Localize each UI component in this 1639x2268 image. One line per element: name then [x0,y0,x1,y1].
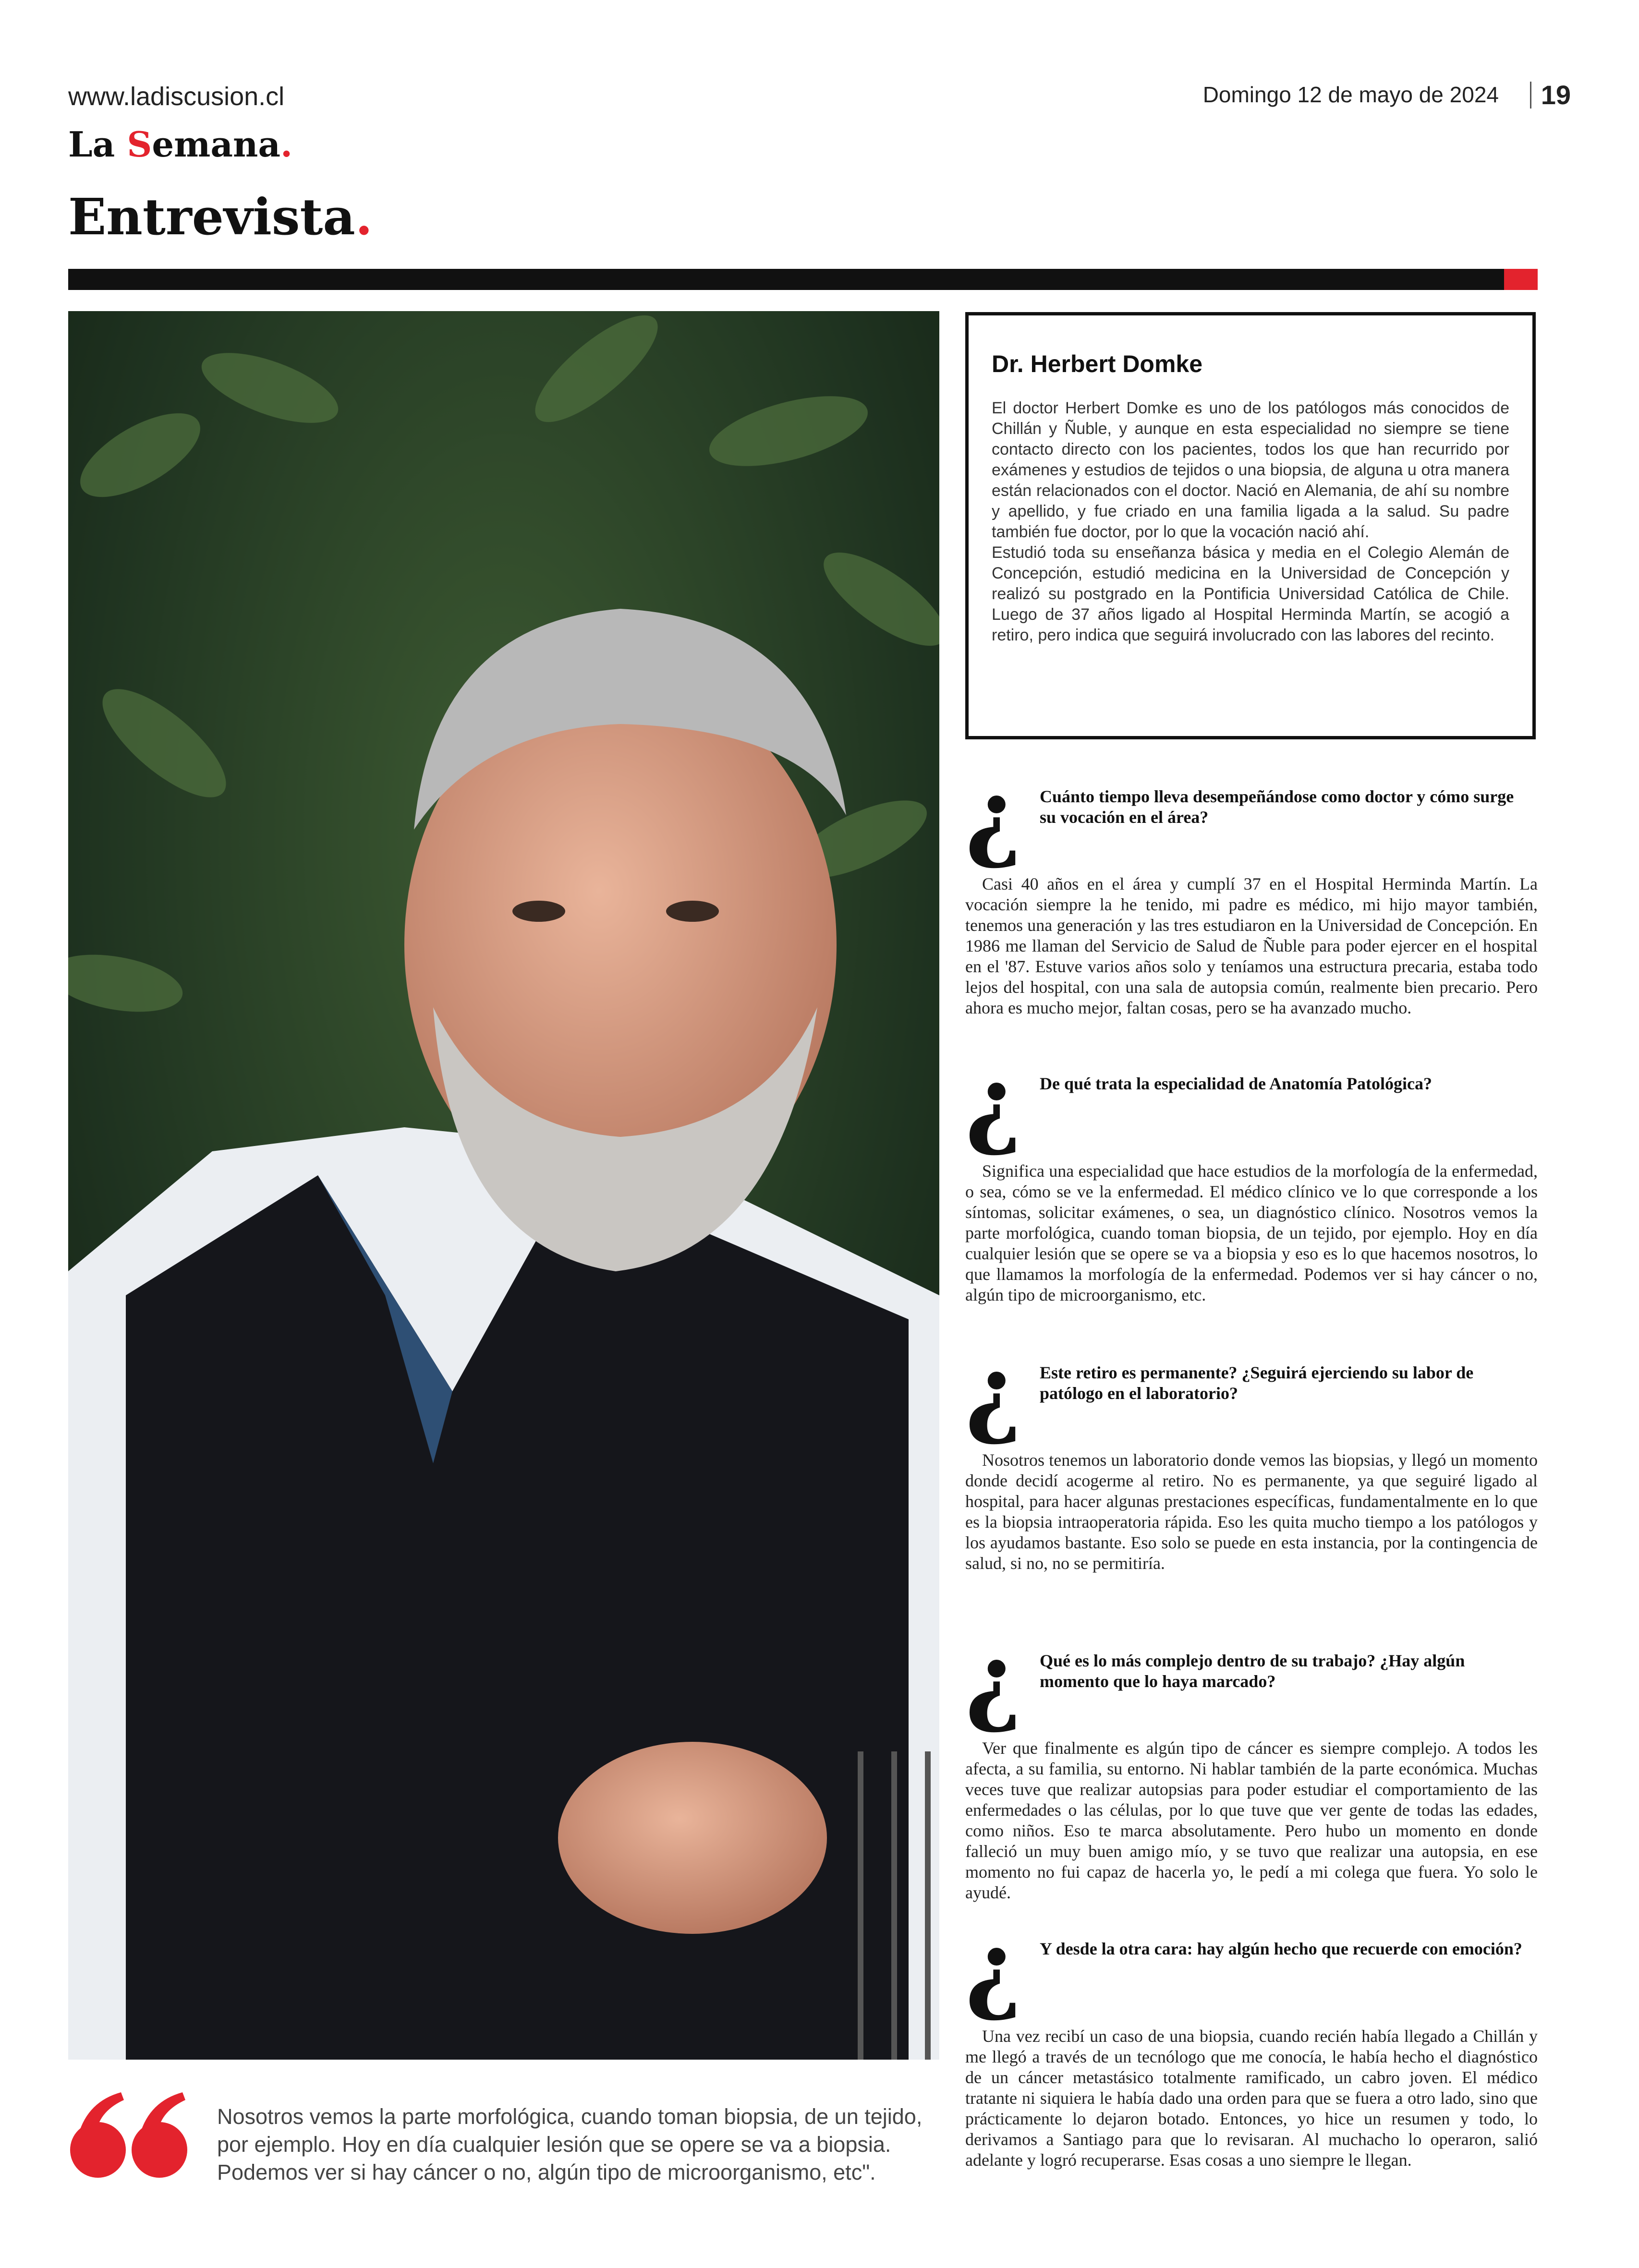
header-separator [1530,82,1531,109]
answer-text: Casi 40 años en el área y cumplí 37 en el Hospital Herminda Martín. La vocación siempre la he tenido, mi padre es médico, mi hijo mayor también, tenemos una generación y las tres estudiaron en la Universidad de Concepción. En 1986 me llaman del Servicio de Salud de Ñuble para poder ejercer en el hospital en el '87. Estuve varios años solo y teníamos una estructura precaria, estaba todo lejos del hospital, con una sala de autopsia común, realmente bien precario. Pero ahora es mucho mejor, faltan cosas, pero se ha avanzado mucho. [965,874,1538,1017]
bio-name: Dr. Herbert Domke [992,350,1203,377]
qa-block-1 [965,760,1538,1018]
inverted-question-icon: ¿ [965,1336,1022,1448]
section-title-rest: emana [152,124,280,165]
site-url[interactable]: www.ladiscusion.cl [68,82,285,111]
portrait-photo [68,311,939,2060]
page-number: 19 [1541,80,1571,110]
qa-block-4 [965,1624,1538,1903]
portrait-illustration [68,311,939,2060]
question-text: De qué trata la especialidad de Anatomía Patológica? [1040,1074,1432,1093]
section-title-start: La [68,124,127,165]
bio-text: El doctor Herbert Domke es uno de los patólogos más conocidos de Chillán y Ñuble, y aunque en esta especialidad no siempre se tiene contacto directo con los pacientes, todos los que han recurrido por exámenes y estudios de tejidos o una biopsia, de alguna u otra manera están relacionados con el doctor. Nació en Alemania, de ahí su nombre y apellido, y fue criado en una familia ligada a la salud. Su padre también fue doctor, por lo que la vocación nació ahí. [992,399,1509,541]
answer-text: Una vez recibí un caso de una biopsia, cuando recién había llegado a Chillán y me llegó a través de un tecnólogo que me conocía, le había hecho el diagnóstico de un cáncer metastásico totalmente ramificado, un cabro joven. El médico tratante ni siquiera le había dado una orden para que se fuera a otro lado, sino que prácticamente lo dejaron botado. Entonces, yo hice un resumen y todo, lo derivamos a Santiago para que lo revisaran. Al muchacho lo operaron, salió adelante y logró recuperarse. Esas cosas a uno siempre le llegan. [965,2027,1538,2170]
issue-date: Domingo 12 de mayo de 2024 [1202,82,1499,107]
answer-text: Nosotros tenemos un laboratorio donde vemos las biopsias, y llegó un momento donde decidí acogerme al retiro. No es permanente, ya que seguiré ligado al hospital, para hacer algunas prestaciones específicas, fundamentalmente en lo que es la biopsia intraoperatoria rápida. Eso les quita mucho tiempo a los patólogos y los ayudamos bastante. Eso solo se puede en esta instancia, por la contingencia de salud, si no, no se permitiría. [965,1450,1538,1573]
question-text: Y desde la otra cara: hay algún hecho que recuerde con emoción? [1040,1939,1522,1958]
category-label: Entrevista [68,187,355,246]
inverted-question-icon: ¿ [965,1912,1022,2025]
bio-box [965,312,1536,739]
question-text: Cuánto tiempo lleva desempeñándose como doctor y cómo surge su vocación en el área? [1040,787,1514,827]
qa-block-3 [965,1336,1538,1574]
question-text: Qué es lo más complejo dentro de su trabajo? ¿Hay algún momento que lo haya marcado? [1040,1651,1465,1691]
bio-text-2: Estudió toda su enseñanza básica y media en el Colegio Alemán de Concepción, estudió medicina en la Universidad de Concepción y realizó su postgrado en la Pontificia Universidad Católica de Chile. Luego de 37 años ligado al Hospital Herminda Martín, se acogió a retiro, pero indica que seguirá involucrado con las labores del recinto. [992,543,1509,644]
answer-text: Ver que finalmente es algún tipo de cáncer es siempre complejo. A todos les afecta, a su familia, su entorno. Ni hablar también de la parte económica. Muchas veces tuve que realizar autopsias para poder estudiar el comportamiento de las enfermedades o las células, por lo que tuve que ver gente de todas las edades, como niños. Eso te marca absolutamente. Pero hubo un momento en donde falleció un muy buen amigo mío, y se tuvo que realizar una autopsia, en ese momento no fui capaz de hacerla yo, le pedí a mi colega que fuera. Yo solo le ayudé. [965,1738,1538,1902]
qa-block-5 [965,1912,1538,2171]
qa-block-2 [965,1047,1538,1305]
section-title-s: S [127,124,152,165]
answer-text: Significa una especialidad que hace estudios de la morfología de la enfermedad, o sea, cómo se ve la enfermedad. El médico clínico ve lo que corresponde a los síntomas, solicitar exámenes, o sea, un diagnóstico clínico. Nosotros vemos la parte morfológica, cuando toman biopsia, de un tejido, por ejemplo. Hoy en día cualquier lesión que se opere se va a biopsia y eso es lo que hacemos nosotros, lo que llamamos la morfología de la enfermedad. Podemos ver si hay cáncer o no, algún tipo de microorganismo, etc. [965,1161,1538,1304]
section-title [68,124,292,165]
inverted-question-icon: ¿ [965,760,1022,872]
quote-icon [68,2084,193,2182]
inverted-question-icon: ¿ [965,1624,1022,1737]
header-rule-accent [1504,269,1538,290]
question-text: Este retiro es permanente? ¿Seguirá ejerciendo su labor de patólogo en el laboratorio? [1040,1363,1474,1403]
pull-quote-text: Nosotros vemos la parte morfológica, cuando toman biopsia, de un tejido, por ejemplo. Hoy en día cualquier lesión que se opere se va a biopsia. Podemos ver si hay cáncer o no, algún tipo de microorganismo, etc". [217,2104,923,2184]
category-title [68,187,373,246]
header-rule [68,269,1538,290]
inverted-question-icon: ¿ [965,1047,1022,1159]
section-title-dot: . [280,124,293,165]
category-dot: . [355,187,373,246]
